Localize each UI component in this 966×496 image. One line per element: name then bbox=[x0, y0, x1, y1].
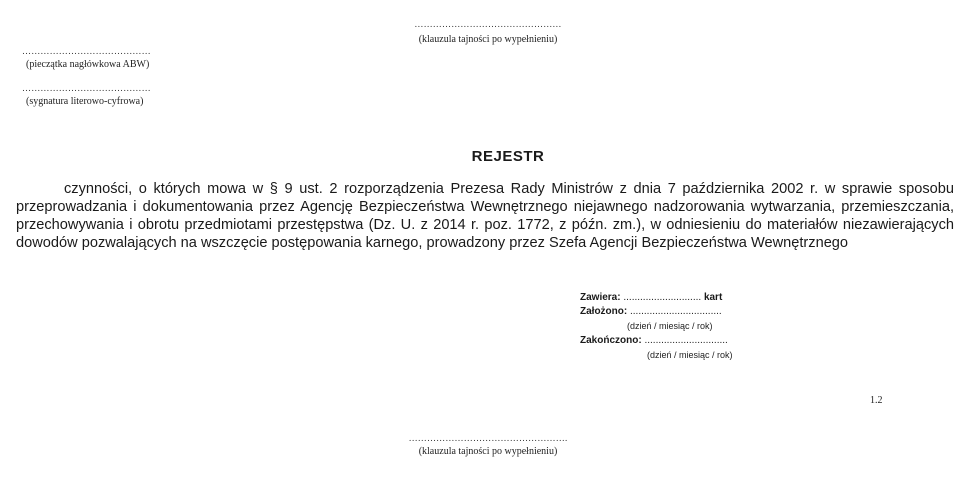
document-title: REJESTR bbox=[471, 148, 545, 165]
contains-row bbox=[580, 293, 722, 303]
body-paragraph bbox=[16, 180, 954, 252]
signature-dots: …………………………………… bbox=[22, 83, 151, 93]
closed-label: Zakończono: bbox=[580, 335, 642, 346]
contains-label: Zawiera: bbox=[580, 292, 621, 303]
closed-field[interactable]: .............................. bbox=[644, 335, 728, 346]
founded-label: Założono: bbox=[580, 306, 628, 317]
top-clause-caption: (klauzula tajności po wypełnieniu) bbox=[418, 34, 558, 45]
page-reference: 1.2 bbox=[870, 395, 883, 406]
closed-hint: (dzień / miesiąc / rok) bbox=[647, 350, 733, 360]
signature-caption: (sygnatura literowo-cyfrowa) bbox=[26, 96, 144, 107]
top-clause-dots: ………………………………………… bbox=[414, 19, 562, 29]
founded-row bbox=[580, 307, 722, 317]
closed-row bbox=[580, 336, 728, 346]
body-text: czynności, o których mowa w § 9 ust. 2 rozporządzenia Prezesa Rady Ministrów z dnia 7 października 2002 r. w sprawie sposobu przeprowadzania i dokumentowania przez Agencję Bezpieczeństwa Wewnętrznego niejawnego nadzorowania wytwarzania, przemieszczania, przechowywania i obrotu przedmiotami przestępstwa (Dz. U. z 2014 r. poz. 1772, z późn. zm.), w odniesieniu do materiałów niezawierających dowodów pozwalających na wszczęcie postępowania karnego, prowadzony przez Szefa Agencji Bezpieczeństwa Wewnętrznego bbox=[16, 181, 954, 251]
stamp-dots: …………………………………… bbox=[22, 46, 151, 56]
contains-unit: kart bbox=[703, 292, 723, 303]
contains-field[interactable]: ............................ bbox=[623, 292, 702, 303]
bottom-clause-dots: ……………………………………………. bbox=[408, 433, 568, 443]
stamp-caption: (pieczątka nagłówkowa ABW) bbox=[26, 59, 150, 70]
bottom-clause-caption: (klauzula tajności po wypełnieniu) bbox=[418, 446, 558, 457]
founded-hint: (dzień / miesiąc / rok) bbox=[627, 321, 713, 331]
founded-field[interactable]: ................................. bbox=[630, 306, 722, 317]
